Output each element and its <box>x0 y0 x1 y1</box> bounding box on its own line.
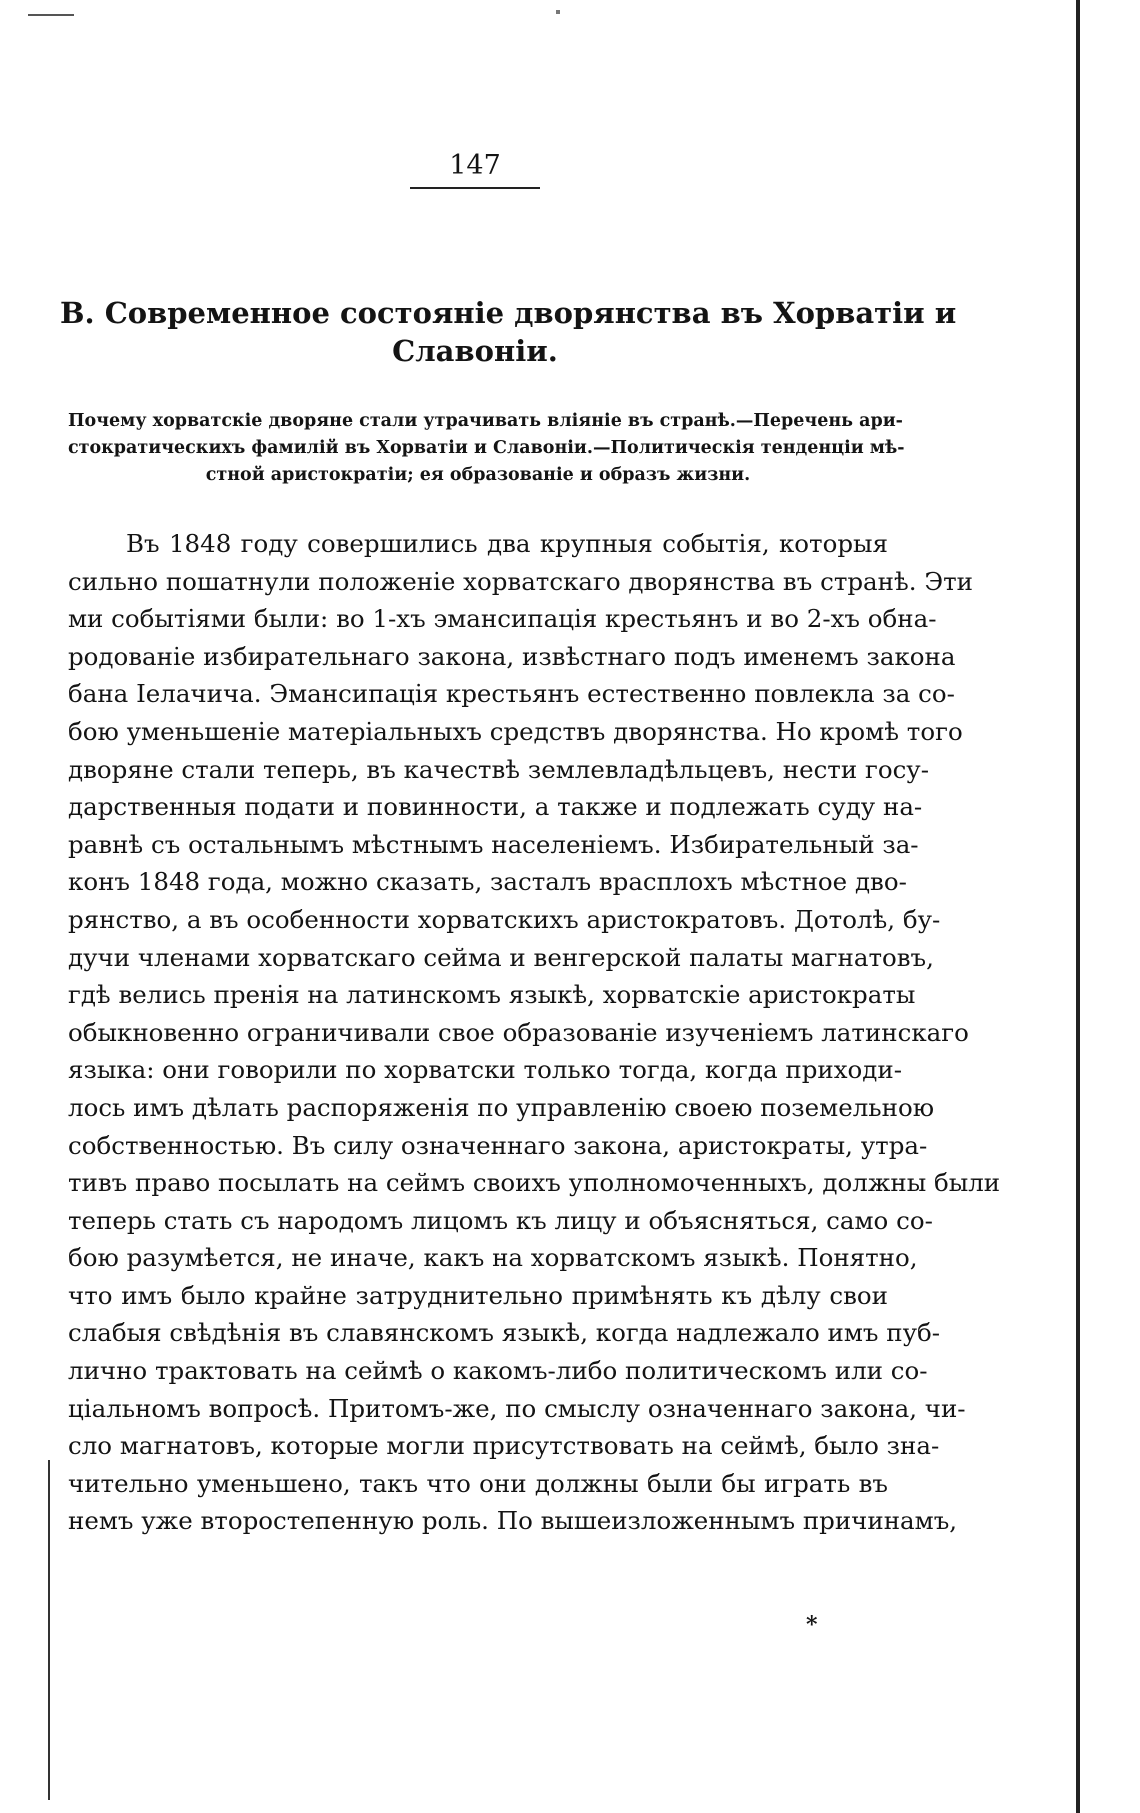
footnote-mark: * <box>806 1612 818 1638</box>
body-paragraph <box>68 525 1001 1540</box>
summary-line: Почему хорватскiе дворяне стали утрачивать влiянiе въ странѣ.—Перечень ари- <box>68 411 903 431</box>
body-line: сильно пошатнули положенiе хорватскаго дворянства въ странѣ. Эти <box>68 566 973 596</box>
section-summary <box>68 408 905 489</box>
summary-line: стократическихъ фамилiй въ Хорватiи и Славонiи.—Политическiя тенденцiи мѣ- <box>68 438 905 458</box>
body-line: родованiе избирательнаго закона, извѣстнаго подъ именемъ закона <box>68 641 956 671</box>
section-title-line: Славонiи. <box>392 333 558 368</box>
body-line: тивъ право посылать на сеймъ своихъ уполномоченныхъ, должны были <box>68 1168 1001 1198</box>
body-line: дарственныя подати и повинности, а также и подлежать суду на- <box>68 792 923 822</box>
body-line: равнѣ съ остальнымъ мѣстнымъ населенiемъ. Избирательный за- <box>68 829 919 859</box>
body-line: лось имъ дѣлать распоряженiя по управленiю своею поземельною <box>68 1092 935 1122</box>
body-line: лично трактовать на сеймѣ о какомъ-либо политическомъ или со- <box>68 1356 928 1386</box>
body-line: ми событiями были: во 1-хъ эмансипацiя крестьянъ и во 2-хъ обна- <box>68 604 937 634</box>
summary-line: стной аристократiи; ея образованiе и образъ жизни. <box>205 465 751 485</box>
section-title-line: В. Современное состоянiе дворянства въ Хорватiи и <box>60 296 957 330</box>
scan-page-edge-left <box>48 1460 50 1800</box>
section-title <box>60 288 957 376</box>
body-line: Въ 1848 году совершились два крупныя событiя, которыя <box>126 529 888 558</box>
body-line: гдѣ велись пренiя на латинскомъ языкѣ, хорватскiе аристократы <box>68 980 916 1010</box>
body-line: чительно уменьшено, такъ что они должны были бы играть въ <box>68 1468 888 1498</box>
body-line: цiальномъ вопросѣ. Притомъ-же, по смыслу означеннаго закона, чи- <box>68 1393 966 1423</box>
body-line: бою уменьшенiе матерiальныхъ средствъ дворянства. Но кромѣ того <box>68 716 963 746</box>
body-line: сло магнатовъ, которые могли присутствовать на сеймѣ, было зна- <box>68 1431 940 1461</box>
body-line: слабыя свѣдѣнiя въ славянскомъ языкѣ, когда надлежало имъ пуб- <box>68 1318 941 1348</box>
body-line: бою разумѣется, не иначе, какъ на хорватскомъ языкѣ. Понятно, <box>68 1243 918 1273</box>
body-line: теперь стать съ народомъ лицомъ къ лицу и объясняться, само со- <box>68 1205 933 1235</box>
body-line: конъ 1848 года, можно сказать, засталъ врасплохъ мѣстное дво- <box>68 867 907 897</box>
body-line: языка: они говорили по хорватски только тогда, когда приходи- <box>68 1055 902 1085</box>
body-line: немъ уже второстепенную роль. По вышеизложеннымъ причинамъ, <box>68 1506 958 1536</box>
scan-page-edge-right <box>1076 0 1080 1813</box>
page-number: 147 <box>410 150 540 189</box>
body-line: что имъ было крайне затруднительно примѣнять къ дѣлу свои <box>68 1280 888 1310</box>
body-line: обыкновенно ограничивали свое образованiе изученiемъ латинскаго <box>68 1017 969 1047</box>
body-line: рянство, а въ особенности хорватскихъ аристократовъ. Дотолѣ, бу- <box>68 904 941 934</box>
scan-mark-top-left <box>28 14 74 16</box>
scan-speck <box>556 10 560 14</box>
body-line: бана Iелачича. Эмансипацiя крестьянъ естественно повлекла за со- <box>68 679 955 709</box>
body-line: дучи членами хорватскаго сейма и венгерской палаты магнатовъ, <box>68 942 934 972</box>
body-line: дворяне стали теперь, въ качествѣ землевладѣльцевъ, нести госу- <box>68 754 929 784</box>
body-line: собственностью. Въ силу означеннаго закона, аристократы, утра- <box>68 1130 928 1160</box>
